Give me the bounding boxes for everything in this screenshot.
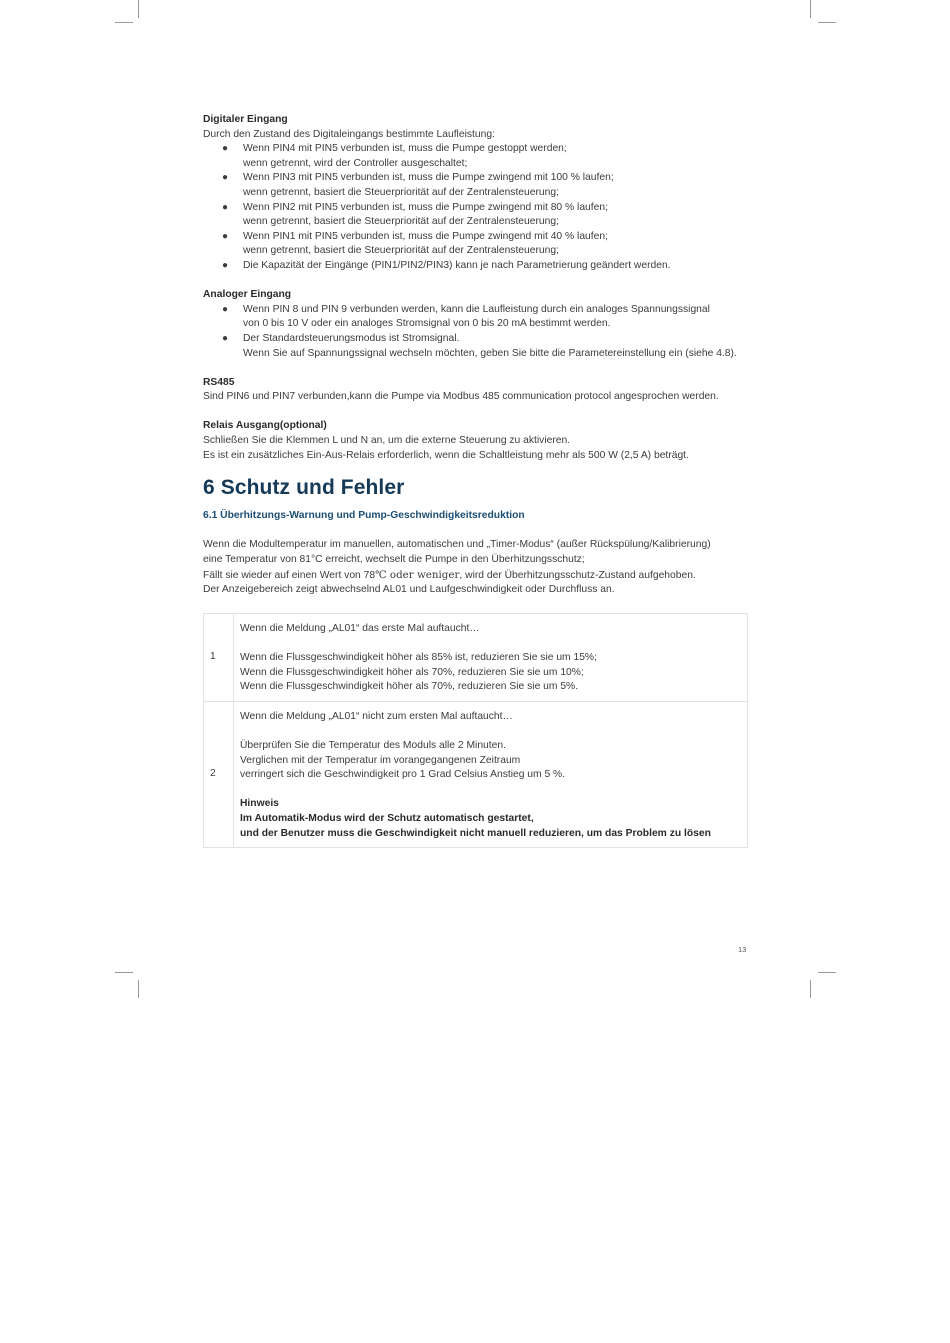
section-text: Sind PIN6 und PIN7 verbunden,kann die Pumpe via Modbus 485 communication protocol angesprochen werden. bbox=[203, 391, 719, 403]
list-item bbox=[203, 142, 748, 171]
list-item bbox=[203, 332, 748, 361]
section-title: RS485 bbox=[203, 376, 235, 388]
row-heading: Wenn die Meldung „AL01“ nicht zum ersten Mal auftaucht… bbox=[240, 710, 513, 722]
rs485-section bbox=[203, 376, 748, 405]
list-item-text: von 0 bis 10 V oder ein analoges Stromsignal von 0 bis 20 mA bestimmt werden. bbox=[243, 318, 611, 330]
section-text: Schließen Sie die Klemmen L und N an, um die externe Steuerung zu aktivieren. bbox=[203, 435, 571, 447]
paragraph-line bbox=[203, 568, 748, 584]
table-row bbox=[204, 701, 748, 847]
bullet-icon: ● bbox=[222, 201, 229, 213]
list-item-text: wenn getrennt, basiert die Steuerpriorität auf der Zentralensteuerung; bbox=[243, 216, 559, 228]
paragraph-line: Wenn die Modultemperatur im manuellen, automatischen und „Timer-Modus“ (außer Rückspülung/Kalibrierung) bbox=[203, 539, 711, 551]
list-item-text: Wenn PIN4 mit PIN5 verbunden ist, muss die Pumpe gestoppt werden; bbox=[243, 143, 567, 155]
note-line: Im Automatik-Modus wird der Schutz automatisch gestartet, bbox=[240, 812, 534, 824]
row-number: 1 bbox=[204, 613, 234, 701]
analog-input-list bbox=[203, 303, 748, 361]
list-item bbox=[203, 201, 748, 230]
list-item-text: Wenn PIN2 mit PIN5 verbunden ist, muss die Pumpe zwingend mit 80 % laufen; bbox=[243, 201, 608, 213]
list-item bbox=[203, 230, 748, 259]
crop-mark bbox=[115, 972, 133, 973]
list-item-text: Wenn PIN 8 und PIN 9 verbunden werden, kann die Laufleistung durch ein analoges Spannungssignal bbox=[243, 303, 710, 315]
row-line: Wenn die Flussgeschwindigkeit höher als 70%, reduzieren Sie sie um 5%. bbox=[240, 681, 579, 693]
analog-input-section bbox=[203, 288, 748, 361]
table-row bbox=[204, 613, 748, 701]
bullet-icon: ● bbox=[222, 172, 229, 184]
row-line: Verglichen mit der Temperatur im vorangegangenen Zeitraum bbox=[240, 754, 521, 766]
row-line: Wenn die Flussgeschwindigkeit höher als 85% ist, reduzieren Sie sie um 15%; bbox=[240, 652, 597, 663]
bullet-icon: ● bbox=[222, 303, 229, 315]
list-item bbox=[203, 259, 748, 274]
paragraph-line: eine Temperatur von 81°C erreicht, wechselt die Pumpe in den Überhitzungsschutz; bbox=[203, 554, 585, 566]
list-item-text: wenn getrennt, basiert die Steuerpriorität auf der Zentralensteuerung; bbox=[243, 245, 559, 257]
section-title: Digitaler Eingang bbox=[203, 114, 288, 125]
page-content bbox=[203, 113, 748, 848]
relay-section bbox=[203, 419, 748, 463]
row-line: Wenn die Flussgeschwindigkeit höher als 70%, reduzieren Sie sie um 10%; bbox=[240, 666, 584, 678]
section-text: Es ist ein zusätzliches Ein-Aus-Relais erforderlich, wenn die Schaltleistung mehr als 500 W (2,5 A) beträgt. bbox=[203, 449, 689, 461]
crop-mark bbox=[138, 0, 139, 18]
bullet-icon: ● bbox=[222, 143, 229, 155]
row-content bbox=[234, 701, 748, 847]
list-item-text: Wenn Sie auf Spannungssignal wechseln möchten, geben Sie bitte die Parametereinstellung ein (siehe 4.8). bbox=[243, 347, 737, 359]
paragraph-fragment: ℃ oder weniger bbox=[375, 568, 460, 581]
section-title: Relais Ausgang(optional) bbox=[203, 420, 327, 432]
crop-mark bbox=[810, 0, 811, 18]
list-item-text: wenn getrennt, basiert die Steuerpriorität auf der Zentralensteuerung; bbox=[243, 186, 559, 198]
list-item-text: wenn getrennt, wird der Controller ausgeschaltet; bbox=[243, 157, 468, 169]
crop-mark bbox=[818, 972, 836, 973]
list-item-text: Wenn PIN1 mit PIN5 verbunden ist, muss die Pumpe zwingend mit 40 % laufen; bbox=[243, 230, 608, 242]
crop-mark bbox=[818, 22, 836, 23]
crop-mark bbox=[115, 22, 133, 23]
paragraph-fragment: , wird der Überhitzungsschutz-Zustand aufgehoben. bbox=[459, 569, 696, 581]
row-heading: Wenn die Meldung „AL01“ das erste Mal auftaucht… bbox=[240, 622, 480, 634]
row-line: Überprüfen Sie die Temperatur des Moduls alle 2 Minuten. bbox=[240, 739, 506, 751]
crop-mark bbox=[810, 980, 811, 998]
list-item bbox=[203, 303, 748, 332]
digital-input-list bbox=[203, 142, 748, 273]
bullet-icon: ● bbox=[222, 332, 229, 344]
subsection-title: 6.1 Überhitzungs-Warnung und Pump-Geschwindigkeitsreduktion bbox=[203, 510, 525, 522]
paragraph-line: Der Anzeigebereich zeigt abwechselnd AL01 und Laufgeschwindigkeit oder Durchfluss an. bbox=[203, 584, 615, 596]
row-content bbox=[234, 613, 748, 701]
section-intro: Durch den Zustand des Digitaleingangs bestimmte Laufleistung: bbox=[203, 128, 495, 140]
list-item-text: Der Standardsteuerungsmodus ist Stromsignal. bbox=[243, 332, 460, 344]
page-number: 13 bbox=[738, 945, 747, 954]
digital-input-section bbox=[203, 113, 748, 274]
crop-mark bbox=[138, 980, 139, 998]
list-item bbox=[203, 171, 748, 200]
row-number: 2 bbox=[204, 701, 234, 847]
list-item-text: Die Kapazität der Eingänge (PIN1/PIN2/PIN3) kann je nach Parametrierung geändert werden. bbox=[243, 259, 671, 271]
paragraph-fragment: Fällt sie wieder auf einen Wert von 78 bbox=[203, 569, 376, 581]
note-title: Hinweis bbox=[240, 798, 279, 810]
overheat-table bbox=[203, 613, 748, 848]
bullet-icon: ● bbox=[222, 259, 229, 271]
chapter-title: 6 Schutz und Fehler bbox=[203, 476, 405, 500]
row-line: verringert sich die Geschwindigkeit pro 1 Grad Celsius Anstieg um 5 %. bbox=[240, 769, 566, 781]
bullet-icon: ● bbox=[222, 230, 229, 242]
section-title: Analoger Eingang bbox=[203, 289, 292, 301]
note-line: und der Benutzer muss die Geschwindigkeit nicht manuell reduzieren, um das Problem zu lösen bbox=[240, 827, 711, 839]
list-item-text: Wenn PIN3 mit PIN5 verbunden ist, muss die Pumpe zwingend mit 100 % laufen; bbox=[243, 172, 614, 184]
overheat-paragraph bbox=[203, 538, 748, 597]
